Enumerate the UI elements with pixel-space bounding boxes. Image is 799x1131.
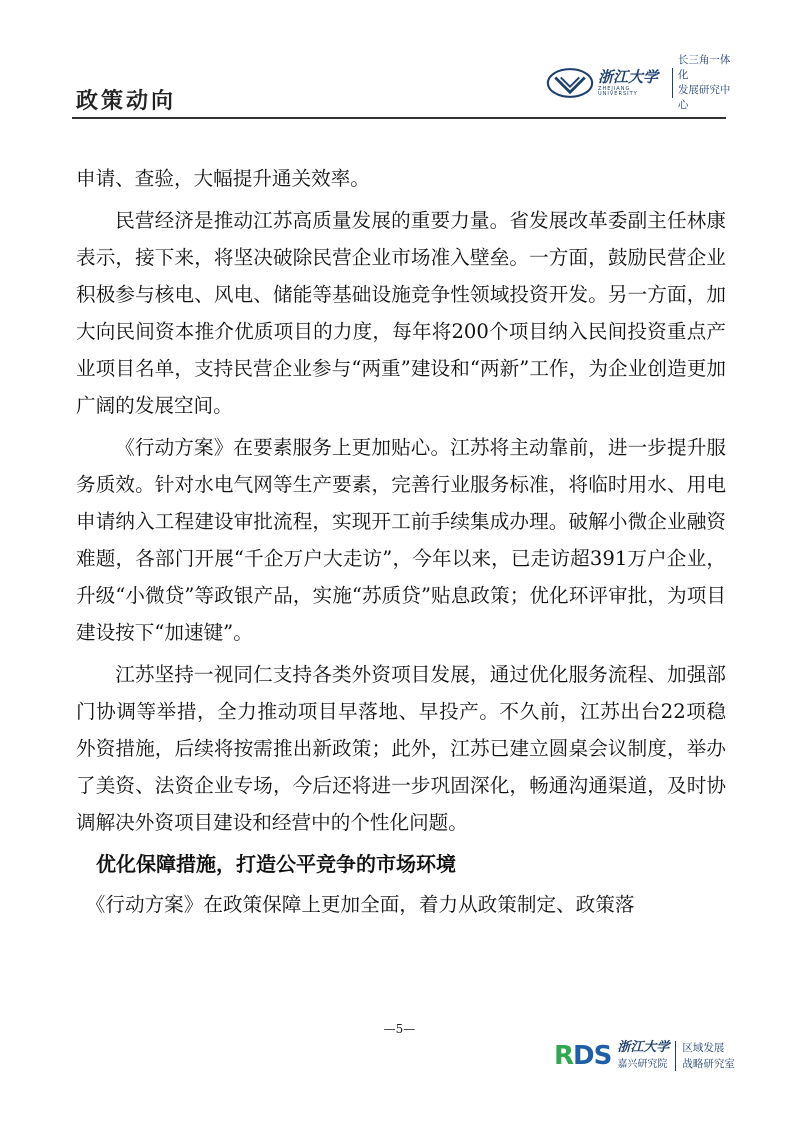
paragraph: 申请、查验，大幅提升通关效率。 bbox=[76, 167, 370, 190]
institute-name: 浙江大学 嘉兴研究院 bbox=[617, 1039, 670, 1070]
paragraph: 江苏坚持一视同仁支持各类外资项目发展，通过优化服务流程、加强部门协调等举措，全力推动项目早落地、早投产。不久前，江苏出台22项稳外资措施，后续将按需推出新政策；此外，江苏已建立圆桌会议制度，举办了美资、法资企业专场，今后还将进一步巩固深化，畅通沟通渠道，及时协调解决外资项目建设和经营中的个性化问题。 bbox=[76, 663, 726, 834]
header-rule bbox=[72, 117, 726, 119]
logo-divider bbox=[675, 1041, 676, 1071]
rds-logo bbox=[554, 1036, 744, 1076]
zju-emblem-icon bbox=[546, 65, 594, 101]
logo-divider bbox=[672, 68, 673, 98]
zju-yrd-logo bbox=[546, 54, 736, 111]
section-heading: 优化保障措施，打造公平竞争的市场环境 bbox=[96, 852, 456, 876]
article-body bbox=[76, 160, 726, 928]
dept-name: 区域发展 战略研究室 bbox=[682, 1042, 735, 1070]
paragraph: 《行动方案》在政策保障上更加全面，着力从政策制定、政策落 bbox=[85, 893, 635, 916]
paragraph: 民营经济是推动江苏高质量发展的重要力量。省发展改革委副主任林康表示，接下来，将坚决破除民营企业市场准入壁垒。一方面，鼓励民营企业积极参与核电、风电、储能等基础设施竞争性领域投资开发。另一方面，加大向民间资本推介优质项目的力度，每年将200个项目纳入民间投资重点产业项目名单，支持民营企业参与“两重”建设和“两新”工作，为企业创造更加广阔的发展空间。 bbox=[76, 209, 726, 417]
university-name: 浙江大学 ZHEJIANG UNIVERSITY bbox=[598, 67, 659, 97]
center-name: 长三角一体化 发展研究中心 bbox=[677, 54, 731, 111]
paragraph: 《行动方案》在要素服务上更加贴心。江苏将主动靠前，进一步提升服务质效。针对水电气网等生产要素，完善行业服务标准，将临时用水、用电申请纳入工程建设审批流程，实现开工前手续集成办理。破解小微企业融资难题，各部门开展“千企万户大走访”，今年以来，已走访超391万户企业，升级“小微贷”等政银产品，实施“苏质贷”贴息政策；优化环评审批，为项目建设按下“加速键”。 bbox=[76, 436, 726, 644]
rds-mark: RDS bbox=[554, 1041, 612, 1071]
page-number: —5— bbox=[383, 1022, 416, 1036]
section-title: 政策动向 bbox=[76, 88, 177, 114]
